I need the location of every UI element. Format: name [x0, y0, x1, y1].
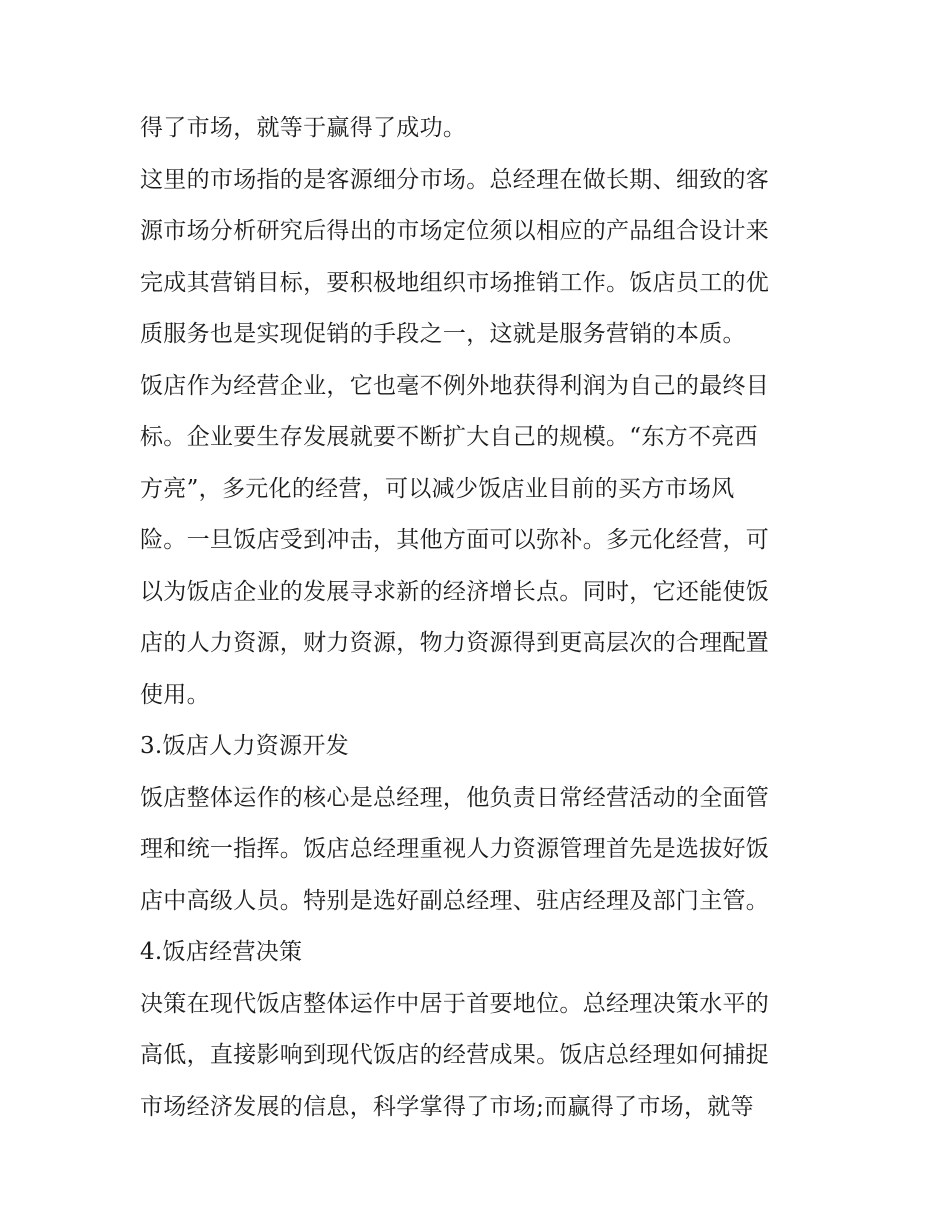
section-heading: 4.饭店经营决策 — [140, 939, 303, 965]
text-line: 饭店作为经营企业，它也毫不例外地获得利润为自己的最终目 — [140, 373, 770, 399]
text-line: 质服务也是实现促销的手段之一，这就是服务营销的本质。 — [140, 321, 746, 347]
section-heading: 3.饭店人力资源开发 — [140, 733, 349, 759]
text-line: 标。企业要生存发展就要不断扩大自己的规模。“东方不亮西 — [140, 424, 758, 450]
text-line: 市场经济发展的信息，科学掌得了市场;而赢得了市场，就等 — [140, 1094, 754, 1120]
text-line: 店中高级人员。特别是选好副总经理、驻店经理及部门主管。 — [140, 888, 770, 914]
text-line: 这里的市场指的是客源细分市场。总经理在做长期、细致的客 — [140, 167, 770, 193]
text-line: 高低，直接影响到现代饭店的经营成果。饭店总经理如何捕捉 — [140, 1042, 770, 1068]
text-line: 险。一旦饭店受到冲击，其他方面可以弥补。多元化经营，可 — [140, 527, 770, 553]
text-line: 饭店整体运作的核心是总经理，他负责日常经营活动的全面管 — [140, 785, 770, 811]
text-line: 决策在现代饭店整体运作中居于首要地位。总经理决策水平的 — [140, 991, 770, 1017]
text-line: 使用。 — [140, 682, 210, 708]
text-line: 方亮”，多元化的经营，可以减少饭店业目前的买方市场风 — [140, 476, 735, 502]
text-line: 得了市场，就等于赢得了成功。 — [140, 115, 467, 141]
text-line: 理和统一指挥。饭店总经理重视人力资源管理首先是选拔好饭 — [140, 836, 770, 862]
text-line: 店的人力资源，财力资源，物力资源得到更高层次的合理配置 — [140, 630, 770, 656]
text-line: 完成其营销目标，要积极地组织市场推销工作。饭店员工的优 — [140, 270, 770, 296]
text-line: 源市场分析研究后得出的市场定位须以相应的产品组合设计来 — [140, 218, 770, 244]
text-line: 以为饭店企业的发展寻求新的经济增长点。同时，它还能使饭 — [140, 579, 770, 605]
